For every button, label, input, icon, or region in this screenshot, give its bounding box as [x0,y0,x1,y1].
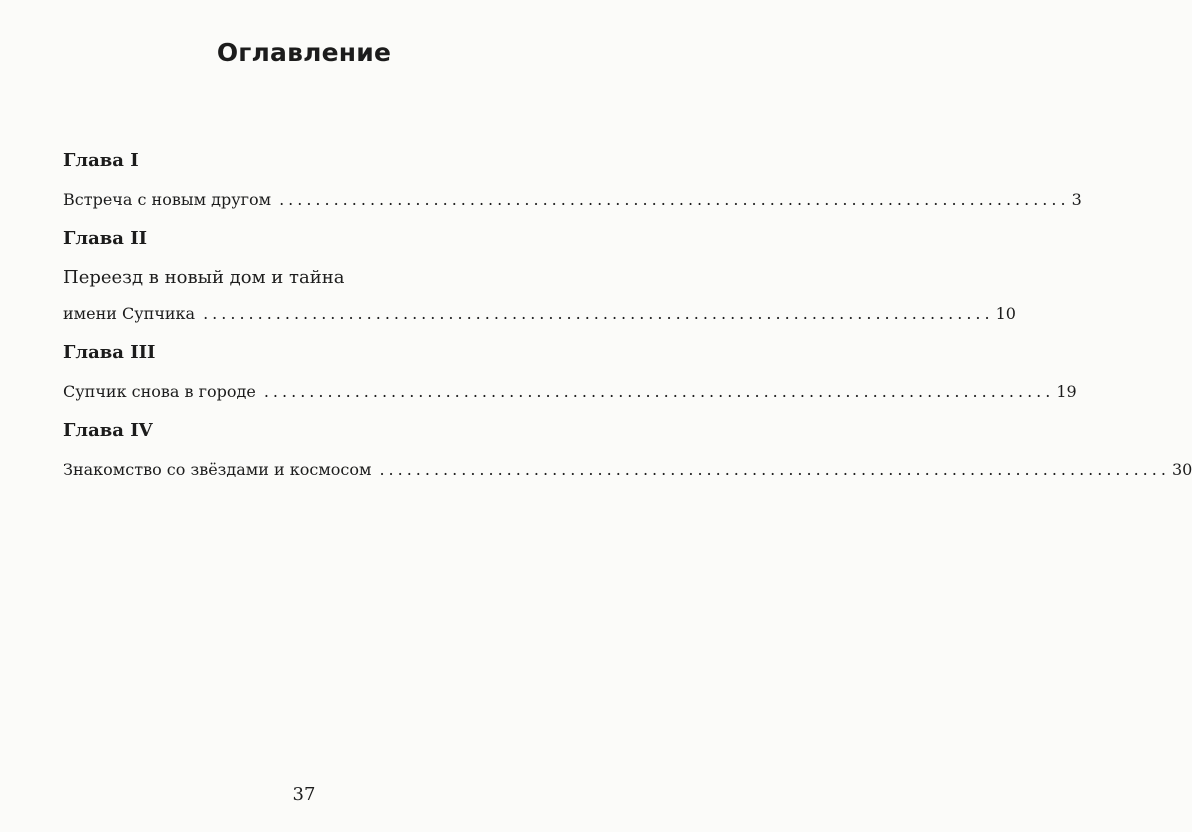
dot-leader: ....................................................................................... [263,382,1055,401]
chapter-heading: Глава III [63,342,156,363]
dot-leader: ....................................................................................... [203,304,994,323]
dot-leader: ....................................................................................... [379,460,1170,479]
page-title: Оглавление [216,38,392,67]
entry-title: Супчик снова в городе [63,382,256,401]
entry-title: Знакомство со звёздами и космосом [63,460,372,479]
page-number: 37 [292,784,316,805]
toc-chapter-4 [63,416,1192,488]
entry-page-number: 3 [1071,190,1082,209]
toc-chapter-3 [63,338,1077,410]
entry-title-line: Переезд в новый дом и тайна [63,267,345,288]
toc-entry[interactable] [63,182,1082,218]
entry-title: Встреча с новым другом [63,190,272,209]
toc-chapter-1 [63,146,1082,218]
toc-entry[interactable] [63,452,1192,488]
table-of-contents [63,146,1192,494]
toc-entry[interactable] [63,296,1016,332]
entry-page-number: 10 [995,304,1016,323]
chapter-heading: Глава I [63,150,139,171]
chapter-heading: Глава II [63,228,148,249]
toc-entry[interactable] [63,374,1077,410]
chapter-heading: Глава IV [63,420,153,441]
entry-page-number: 19 [1056,382,1077,401]
entry-page-number: 30 [1171,460,1192,479]
entry-title: имени Супчика [63,304,196,323]
toc-chapter-2 [63,224,1016,332]
dot-leader: ....................................................................................... [279,190,1070,209]
